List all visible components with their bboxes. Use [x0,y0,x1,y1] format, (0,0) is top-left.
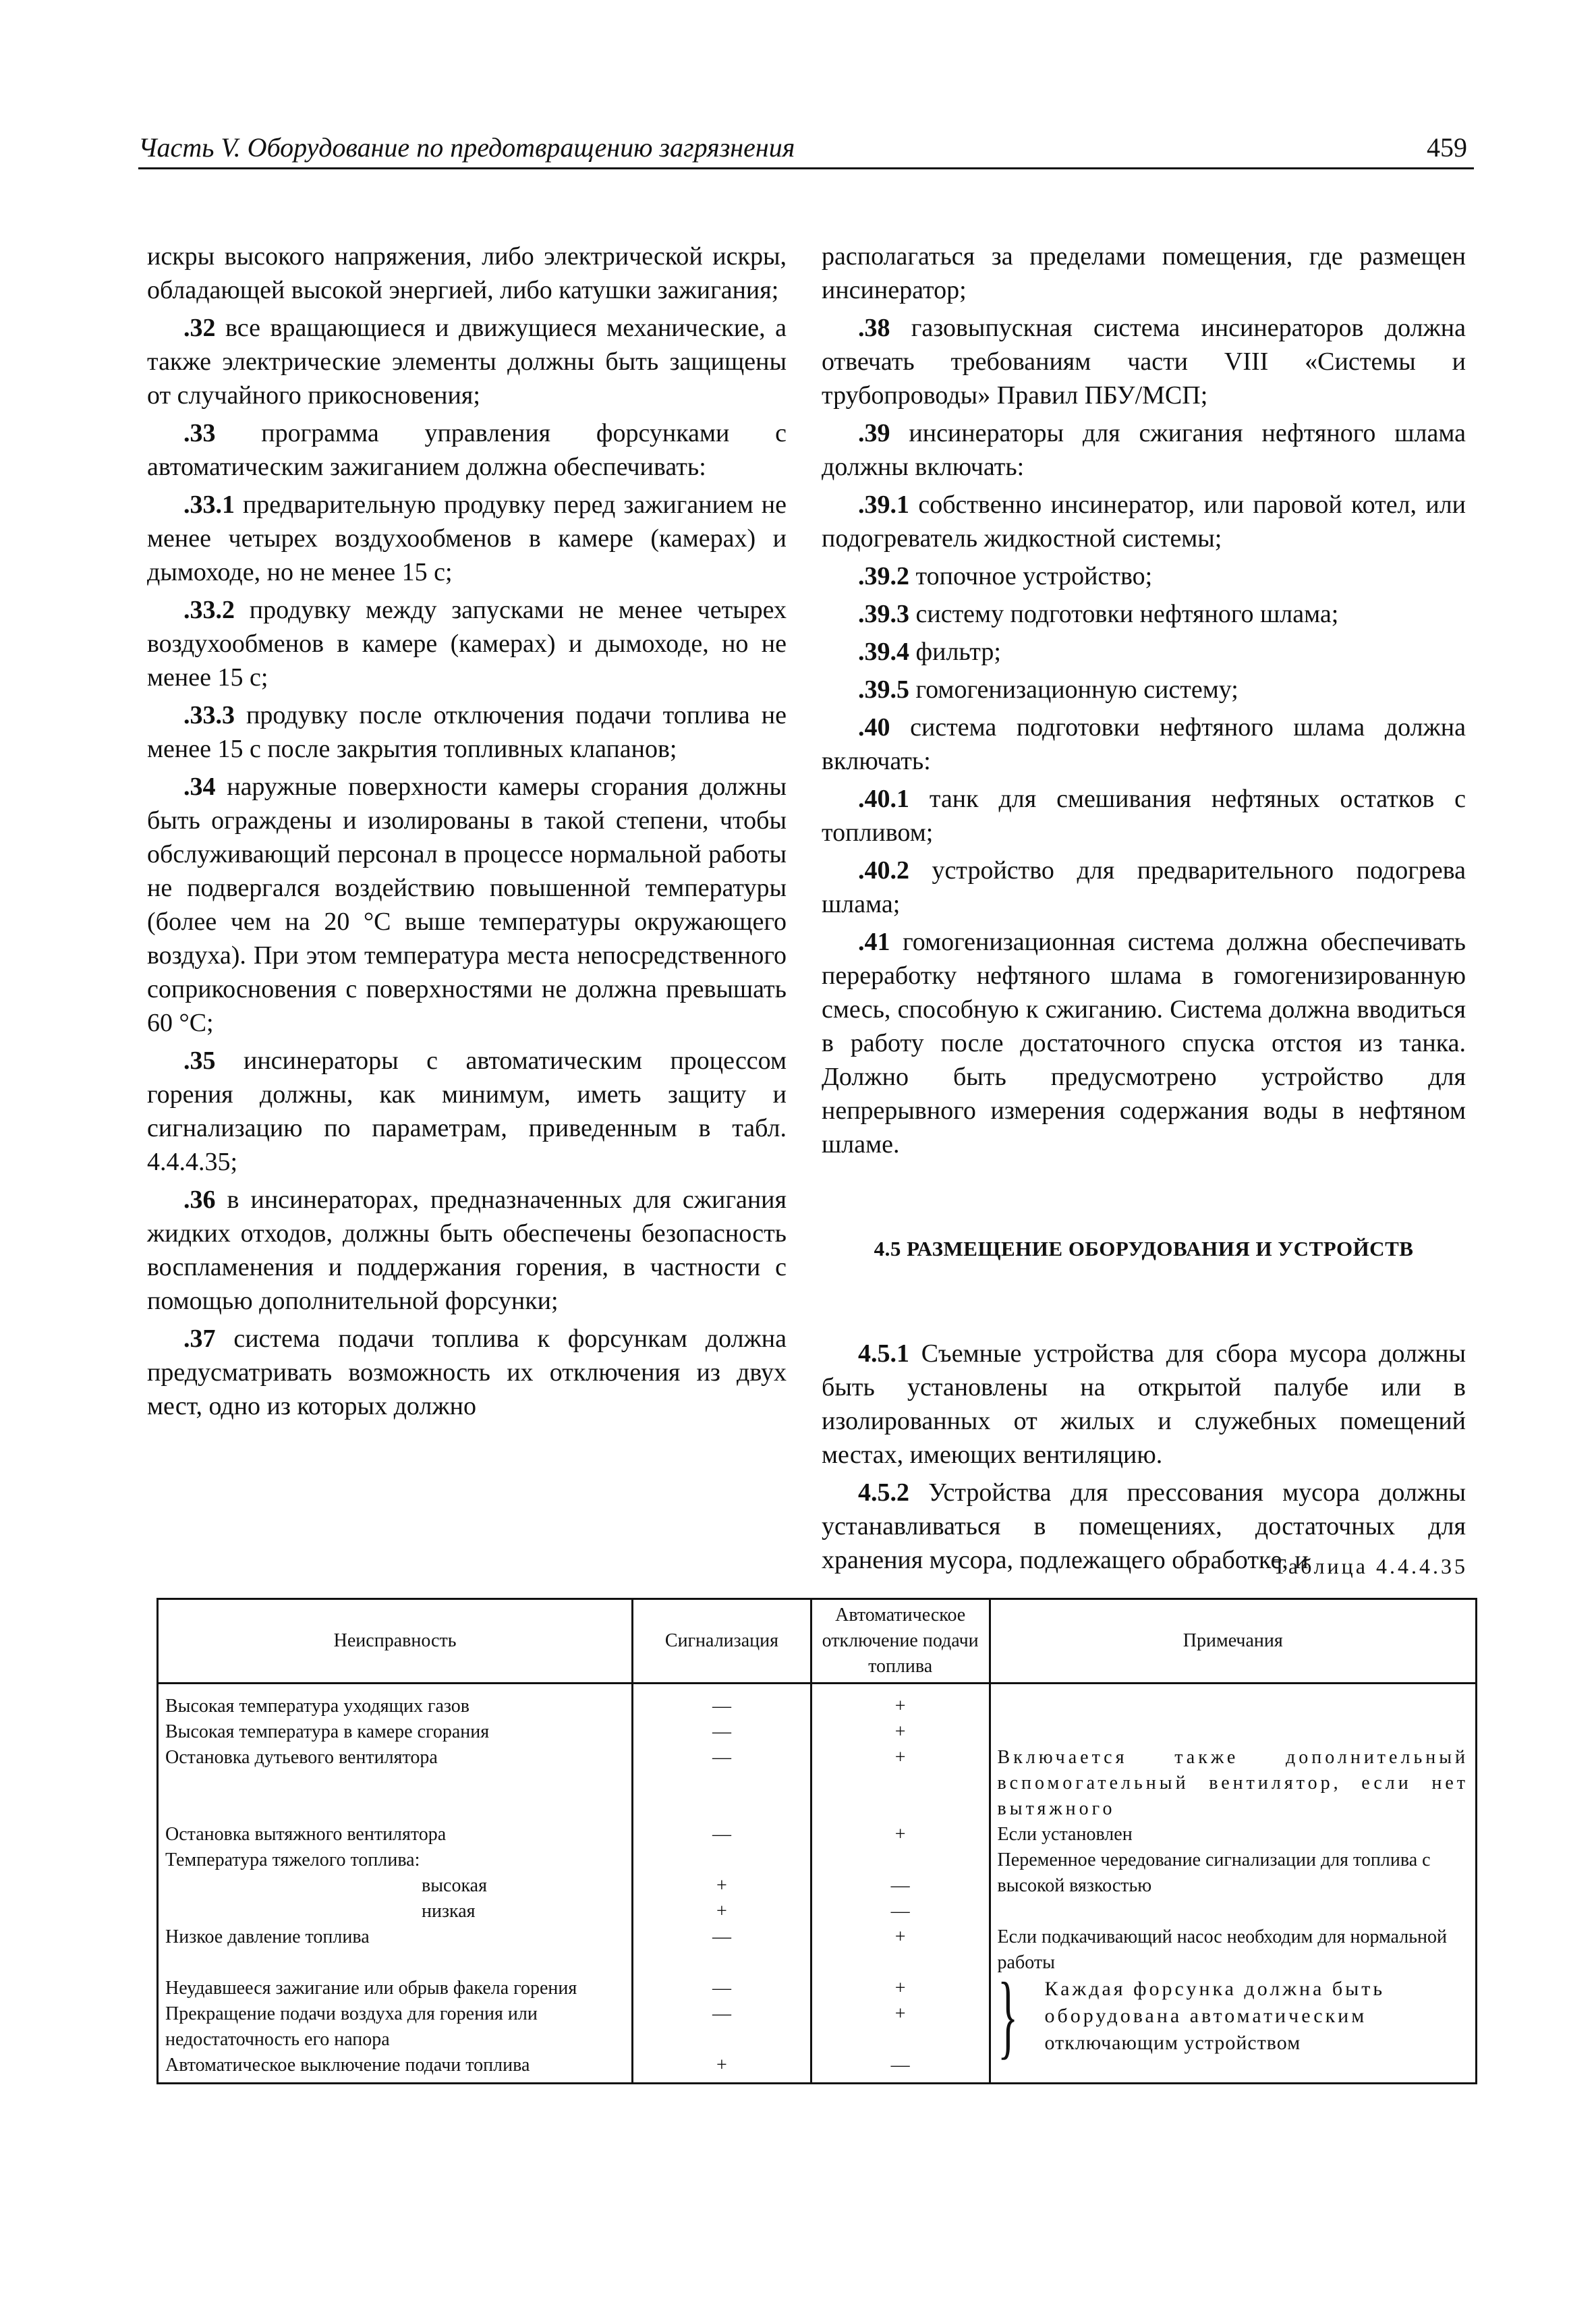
table-header-row [158,1599,1477,1684]
paragraph: .41 гомогенизационная система должна обеспечивать переработку нефтяного шлама в гомогенизированную смесь, способную к сжиганию. Система должна вводиться в работу после достаточного спуска отстоя из танка. Должно быть предусмотрено устройство для непрерывного измерения содержания воды в нефтяном шламе. [822,928,1466,1159]
paragraph: располагаться за пределами помещения, где размещен инсинератор; [822,242,1466,304]
faults-table [156,1598,1477,2084]
paragraph: .40.1 танк для смешивания нефтяных остатков с топливом; [822,785,1466,847]
paragraph: .33.3 продувку после отключения подачи топлива не менее 15 с после закрытия топливных клапанов; [147,701,787,763]
paragraph: .34 наружные поверхности камеры сгорания должны быть ограждены и изолированы в такой степени, чтобы обслуживающий персонал в процессе нормальной работы не подвергался воздействию повышенной температуры (более чем на 20 °С выше температуры окружающего воздуха). При этом температура места непосредственного соприкосновения с поверхностями не должна превышать 60 °С; [147,773,787,1037]
column-header-fault: Неисправность [158,1599,633,1684]
paragraph: .39.3 систему подготовки нефтяного шлама; [858,600,1339,628]
left-column [147,240,787,1427]
fault-cell: Высокая температура уходящих газов Высокая температура в камере сгорания Остановка дутьевого вентилятора Остановка вытяжного вентилятора Температура тяжелого топлива: высокая низкая Низкое давление топлива Неудавшееся зажигание или обрыв факела горения Прекращение подачи воздуха для горения или недостаточность его напора Автоматическое выключение подачи топлива [158,1684,633,2084]
page-number: 459 [1427,132,1467,163]
paragraph: .39.2 топочное устройство; [858,562,1153,590]
column-header-signal: Сигнализация [633,1599,811,1684]
paragraph: .39 инсинераторы для сжигания нефтяного шлама должны включать: [822,419,1466,481]
brace-icon: } [997,1964,1018,2068]
signal-cell: — — — — + + — — — + [633,1684,811,2084]
paragraph: .32 все вращающиеся и движущиеся механические, а также электрические элементы должны быть защищены от случайного прикосновения; [147,314,787,410]
column-header-cutoff: Автоматическое отключение подачи топлива [811,1599,990,1684]
paragraph: .33.2 продувку между запусками не менее четырех воздухообменов в камере (камерах) и дымоходе, но не менее 15 с; [147,596,787,692]
paragraph: .40 система подготовки нефтяного шлама должна включать: [822,713,1466,775]
paragraph: .33.1 предварительную продувку перед зажиганием не менее четырех воздухообменов в камере (камерах) и дымоходе, но не менее 15 с; [147,491,787,586]
running-header [138,128,1474,169]
paragraph: .37 система подачи топлива к форсункам должна предусматривать возможность их отключения из двух мест, одно из которых должно [147,1325,787,1420]
note-exhaust: Если установлен [997,1824,1133,1845]
paragraph: .39.1 собственно инсинератор, или паровой котел, или подогреватель жидкостной системы; [822,491,1466,553]
paragraph: 4.5.2 Устройства для прессования мусора должны устанавливаться в помещениях, достаточных для хранения мусора, подлежащего обработке, и [822,1478,1466,1574]
section-title: 4.5 РАЗМЕЩЕНИЕ ОБОРУДОВАНИЯ И УСТРОЙСТВ [874,1237,1414,1260]
paragraph: .39.5 гомогенизационную систему; [858,675,1238,704]
note-burners: } Каждая форсунка должна быть оборудована автоматическим отключающим устройством [997,1964,1386,2068]
paragraph: .33 программа управления форсунками с автоматическим зажиганием должна обеспечивать: [147,419,787,481]
paragraph: .39.4 фильтр; [858,638,1001,666]
column-header-notes: Примечания [990,1599,1476,1684]
table-body [158,1684,1477,2084]
paragraph: искры высокого напряжения, либо электрической искры, обладающей высокой энергией, либо катушки зажигания; [147,242,787,304]
right-column [822,240,1466,1581]
paragraph: 4.5.1 Съемные устройства для сбора мусора должны быть установлены на открытой палубе или в изолированных от жилых и служебных помещений местах, имеющих вентиляцию. [822,1339,1466,1469]
note-heavy-fuel: Переменное чередование сигнализации для топлива с высокой вязкостью [997,1850,1431,1896]
paragraph: .40.2 устройство для предварительного подогрева шлама; [822,856,1466,918]
note-blower: Включается также дополнительный вспомогательный вентилятор, если нет вытяжного [997,1747,1469,1819]
running-header-title: Часть V. Оборудование по предотвращению загрязнения [138,132,795,163]
paragraph: .35 инсинераторы с автоматическим процессом горения должны, как минимум, иметь защиту и сигнализацию по параметрам, приведенным в табл. 4.4.4.35; [147,1047,787,1176]
paragraph: .36 в инсинераторах, предназначенных для сжигания жидких отходов, должны быть обеспечены безопасность воспламенения и поддержания горения, в частности с помощью дополнительной форсунки; [147,1186,787,1315]
notes-cell [990,1684,1476,2084]
paragraph: .38 газовыпускная система инсинераторов должна отвечать требованиям части VIII «Системы и трубопроводы» Правил ПБУ/МСП; [822,314,1466,410]
note-low-pressure: Если подкачивающий насос необходим для нормальной работы [997,1926,1447,1973]
table-caption: Таблица 4.4.4.35 [1273,1554,1468,1578]
cutoff-cell: + + + + — — + + + — [811,1684,990,2084]
